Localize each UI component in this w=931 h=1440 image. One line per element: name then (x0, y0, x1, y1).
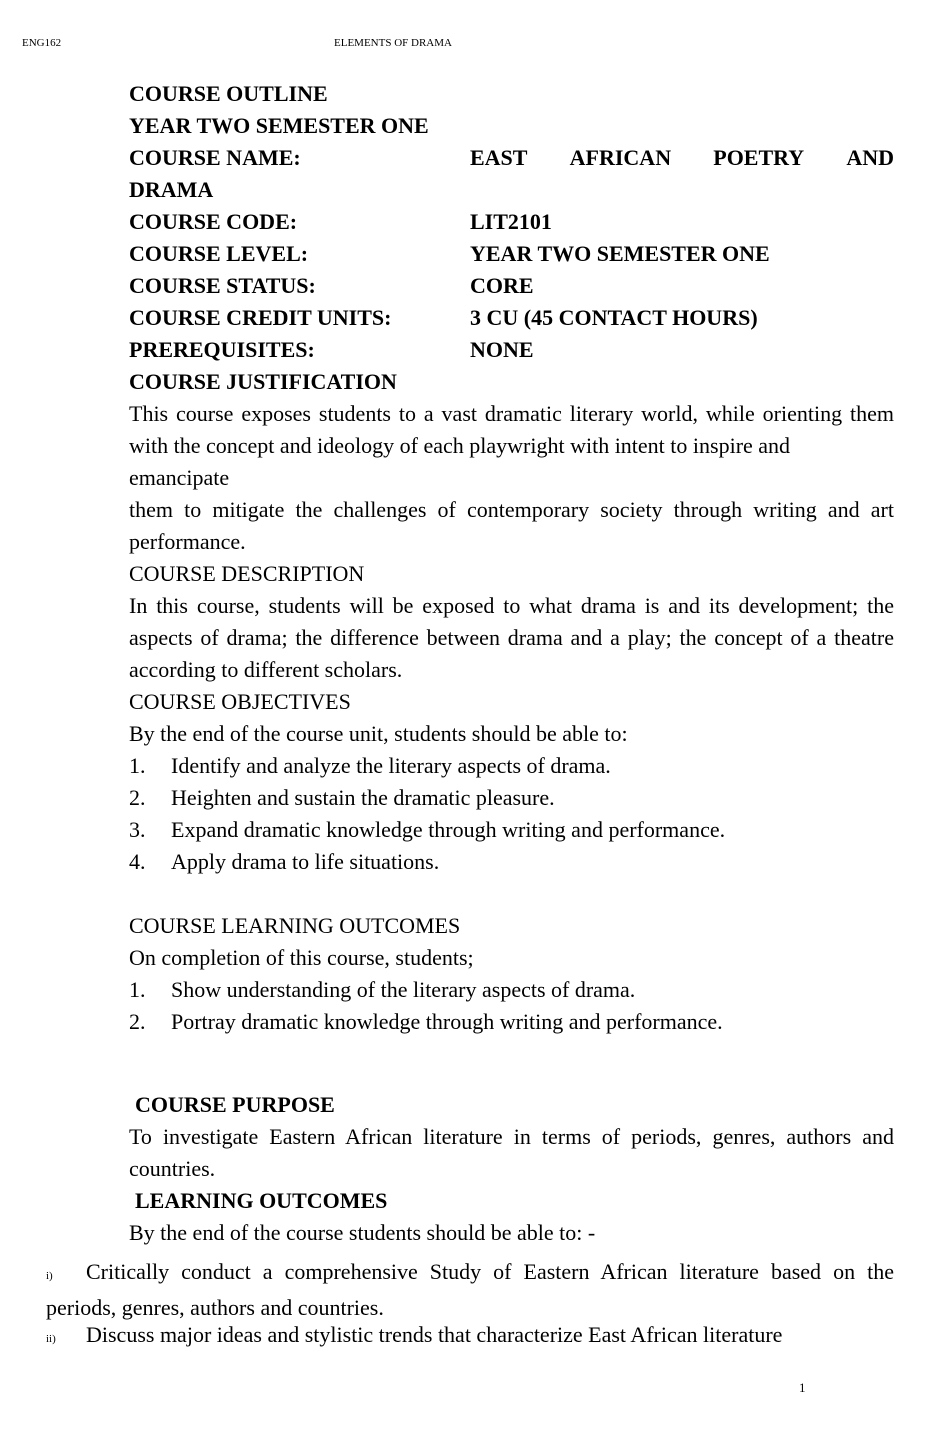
course-name-value (470, 142, 894, 174)
justification-paragraph-2: them to mitigate the challenges of contemporary society through writing and art performance. (129, 497, 894, 554)
field-value: 3 CU (45 CONTACT HOURS) (470, 305, 758, 330)
list-text: Identify and analyze the literary aspects of drama. (171, 753, 611, 778)
field-label: PREREQUISITES: (129, 337, 315, 362)
list-item (129, 1006, 894, 1038)
learning-outcomes-heading: LEARNING OUTCOMES (135, 1188, 388, 1213)
outcomes-intro: On completion of this course, students; (129, 945, 474, 970)
list-number: 2. (129, 1009, 146, 1034)
list-item (129, 814, 894, 846)
list-number: 3. (129, 817, 146, 842)
list-text: Show understanding of the literary aspects of drama. (171, 977, 636, 1002)
justification-heading: COURSE JUSTIFICATION (129, 369, 397, 394)
justification-paragraph-1: This course exposes students to a vast dramatic literary world, while orienting them with the concept and ideology of each playwright with intent to inspire and (129, 401, 894, 458)
description-text: In this course, students will be exposed to what drama is and its development; the aspects of drama; the difference between drama and a play; the concept of a theatre according to different scholars. (129, 593, 894, 682)
field-value: YEAR TWO SEMESTER ONE (470, 241, 770, 266)
description-heading: COURSE DESCRIPTION (129, 561, 365, 586)
list-item (129, 750, 894, 782)
spacer (129, 1038, 894, 1089)
list-item (129, 974, 894, 1006)
roman-numeral: ii) (46, 1333, 56, 1345)
course-name-word: EAST (470, 145, 528, 170)
outline-title: COURSE OUTLINE (129, 81, 328, 106)
list-number: 1. (129, 977, 146, 1002)
list-item (129, 846, 894, 878)
header-title: ELEMENTS OF DRAMA (334, 37, 452, 49)
outline-year: YEAR TWO SEMESTER ONE (129, 113, 429, 138)
roman-numeral: i) (46, 1270, 53, 1282)
field-value: LIT2101 (470, 209, 552, 234)
field-value: NONE (470, 337, 534, 362)
course-name-word: AFRICAN (569, 145, 672, 170)
list-text: Expand dramatic knowledge through writing and performance. (171, 817, 726, 842)
field-label: COURSE LEVEL: (129, 241, 309, 266)
course-name-continued: DRAMA (129, 177, 214, 202)
course-name-word: AND (846, 145, 894, 170)
course-name-key: COURSE NAME: (129, 145, 301, 170)
outcomes-heading: COURSE LEARNING OUTCOMES (129, 913, 461, 938)
purpose-text: To investigate Eastern African literature in terms of periods, genres, authors and countries. (129, 1124, 894, 1181)
document-body (129, 78, 894, 1249)
roman-item-paragraph (46, 1256, 894, 1324)
course-code-row (129, 206, 894, 238)
roman-text: Discuss major ideas and stylistic trends that characterize East African literature (86, 1322, 783, 1347)
roman-list-item (46, 1256, 894, 1324)
list-number: 2. (129, 785, 146, 810)
course-level-row (129, 238, 894, 270)
list-number: 1. (129, 753, 146, 778)
learning-outcomes-intro: By the end of the course students should be able to: - (129, 1220, 596, 1245)
prerequisites-row (129, 334, 894, 366)
objectives-heading: COURSE OBJECTIVES (129, 689, 351, 714)
list-item (129, 782, 894, 814)
field-value: CORE (470, 273, 534, 298)
field-label: COURSE STATUS: (129, 273, 316, 298)
objectives-intro: By the end of the course unit, students should be able to: (129, 721, 628, 746)
purpose-heading: COURSE PURPOSE (135, 1092, 335, 1117)
roman-list-item (46, 1319, 894, 1355)
credit-units-row (129, 302, 894, 334)
list-text: Portray dramatic knowledge through writing and performance. (171, 1009, 723, 1034)
field-label: COURSE CREDIT UNITS: (129, 305, 392, 330)
list-number: 4. (129, 849, 146, 874)
roman-text: Critically conduct a comprehensive Study of Eastern African literature based on the periods, genres, authors and countries. (46, 1259, 894, 1320)
course-name-row (129, 142, 894, 174)
field-label: COURSE CODE: (129, 209, 298, 234)
course-status-row (129, 270, 894, 302)
roman-item-paragraph (46, 1319, 894, 1355)
page-number: 1 (799, 1380, 806, 1395)
course-name-word: POETRY (713, 145, 805, 170)
list-text: Heighten and sustain the dramatic pleasure. (171, 785, 555, 810)
header-course-code: ENG162 (22, 37, 62, 49)
justification-paragraph-1-tail: emancipate (129, 465, 230, 490)
spacer (129, 878, 894, 910)
list-text: Apply drama to life situations. (171, 849, 440, 874)
